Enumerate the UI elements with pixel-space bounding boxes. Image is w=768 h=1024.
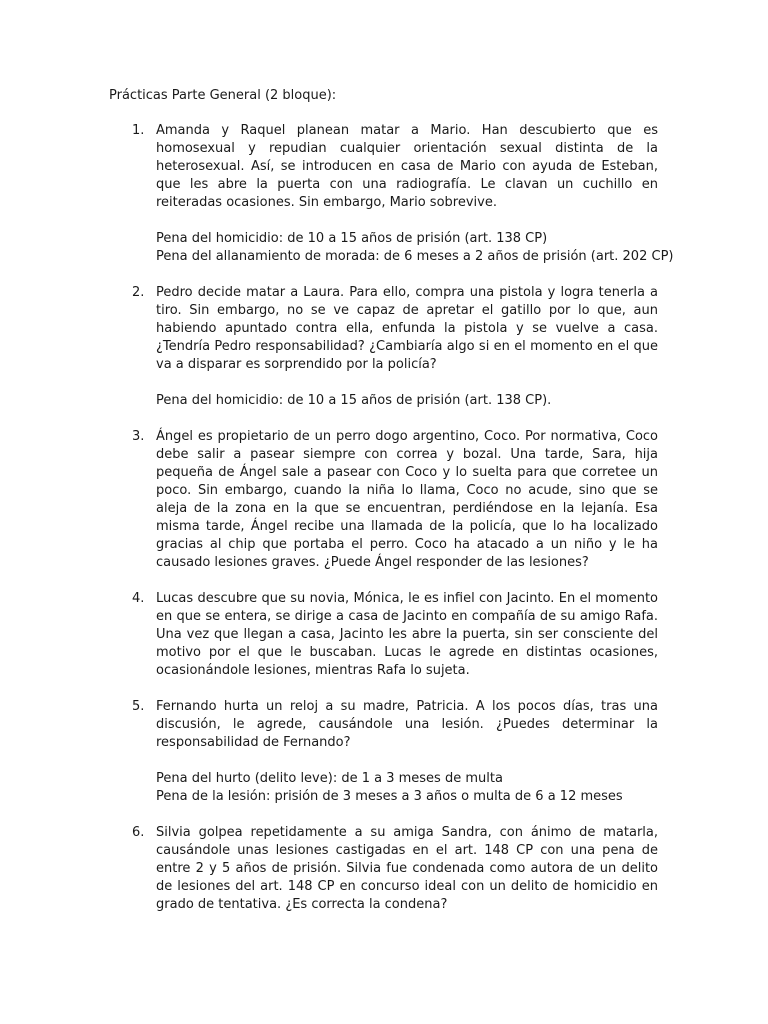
- exercise-5: [109, 698, 658, 806]
- exercise-text: Fernando hurta un reloj a su madre, Patricia. A los pocos días, tras una discusión, le agrede, causándole una lesión. ¿Puedes determinar la responsabilidad de Fernando?: [156, 699, 658, 750]
- exercise-number: 1.: [132, 123, 145, 138]
- exercise-number: 3.: [132, 429, 145, 444]
- document-title: Prácticas Parte General (2 bloque):: [109, 88, 337, 103]
- exercise-1: [109, 122, 674, 266]
- exercise-text: Pedro decide matar a Laura. Para ello, compra una pistola y logra tenerla a tiro. Sin embargo, no se ve capaz de apretar el gatillo por lo que, aun habiendo apuntado contra ella, enfunda la pistola y se vuelve a casa. ¿Tendría Pedro responsabilidad? ¿Cambiaría algo si en el momento en el que va a disparar es sorprendido por la policía?: [156, 285, 658, 372]
- penalty-line: Pena del homicidio: de 10 a 15 años de prisión (art. 138 CP): [156, 231, 548, 246]
- exercise-text: Lucas descubre que su novia, Mónica, le es infiel con Jacinto. En el momento en que se entera, se dirige a casa de Jacinto en compañía de su amigo Rafa. Una vez que llegan a casa, Jacinto les abre la puerta, sin ser consciente del motivo por el que le buscaban. Lucas le agrede en distintas ocasiones, ocasionándole lesiones, mientras Rafa lo sujeta.: [156, 591, 658, 678]
- exercise-3: [109, 428, 658, 572]
- penalty-list: [156, 392, 658, 410]
- exercise-text: Silvia golpea repetidamente a su amiga Sandra, con ánimo de matarla, causándole unas lesiones castigadas en el art. 148 CP con una pena de entre 2 y 5 años de prisión. Silvia fue condenada como autora de un delito de lesiones del art. 148 CP en concurso ideal con un delito de homicidio en grado de tentativa. ¿Es correcta la condena?: [156, 825, 658, 912]
- exercise-number: 5.: [132, 699, 145, 714]
- exercise-list: [109, 122, 674, 932]
- exercise-text: Amanda y Raquel planean matar a Mario. Han descubierto que es homosexual y repudian cualquier orientación sexual distinta de la heterosexual. Así, se introducen en casa de Mario con ayuda de Esteban, que les abre la puerta con una radiografía. Le clavan un cuchillo en reiteradas ocasiones. Sin embargo, Mario sobrevive.: [156, 123, 658, 210]
- penalty-list: [156, 770, 658, 806]
- exercise-6: [109, 824, 658, 914]
- penalty-line: Pena del homicidio: de 10 a 15 años de prisión (art. 138 CP).: [156, 393, 552, 408]
- exercise-number: 6.: [132, 825, 145, 840]
- exercise-text: Ángel es propietario de un perro dogo argentino, Coco. Por normativa, Coco debe salir a pasear siempre con correa y bozal. Una tarde, Sara, hija pequeña de Ángel sale a pasear con Coco y lo suelta para que corretee un poco. Sin embargo, cuando la niña lo llama, Coco no acude, sino que se aleja de la zona en la que se encuentran, perdiéndose en la lejanía. Esa misma tarde, Ángel recibe una llamada de la policía, que lo ha localizado gracias al chip que portaba el perro. Coco ha atacado a un niño y le ha causado lesiones graves. ¿Puede Ángel responder de las lesiones?: [156, 429, 658, 570]
- penalty-list: [156, 230, 674, 266]
- penalty-line: Pena del allanamiento de morada: de 6 meses a 2 años de prisión (art. 202 CP): [156, 249, 674, 264]
- exercise-2: [109, 284, 658, 410]
- penalty-line: Pena de la lesión: prisión de 3 meses a 3 años o multa de 6 a 12 meses: [156, 789, 623, 804]
- exercise-number: 4.: [132, 591, 145, 606]
- exercise-4: [109, 590, 658, 680]
- penalty-line: Pena del hurto (delito leve): de 1 a 3 meses de multa: [156, 771, 503, 786]
- exercise-number: 2.: [132, 285, 145, 300]
